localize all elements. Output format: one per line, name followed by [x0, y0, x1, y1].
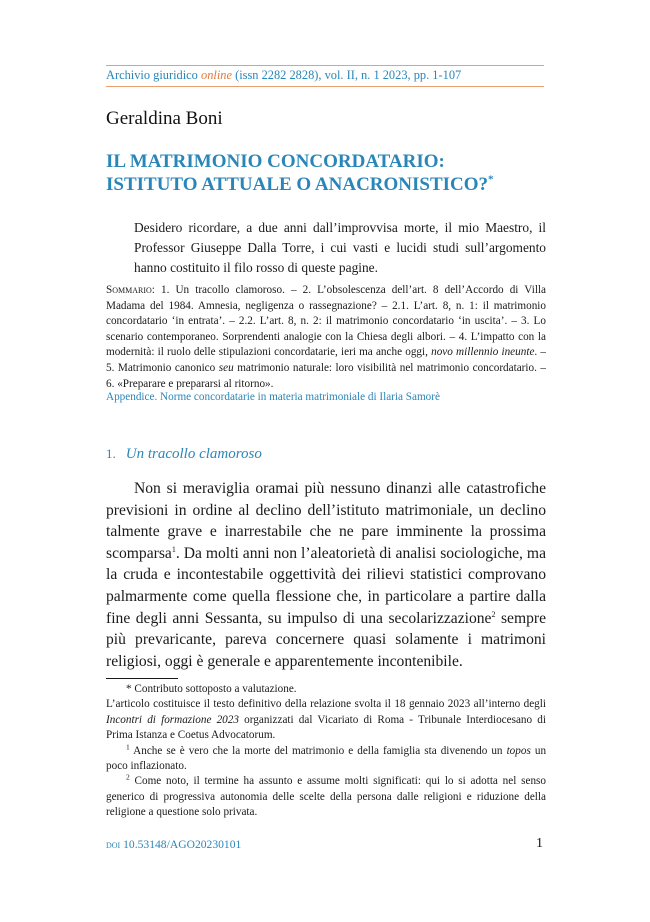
footnote-article-a: L’articolo costituisce il testo definitivo della relazione svolta il 18 gennaio 2023 all’interno degli [106, 698, 546, 711]
page-number: 1 [536, 836, 543, 851]
doi [106, 838, 241, 851]
article-title [106, 150, 546, 196]
summary [106, 283, 546, 392]
dedication: Desidero ricordare, a due anni dall’improvvisa morte, il mio Maestro, il Professor Giuseppe Dalla Torre, i cui vasti e lucidi studi sull’argomento hanno costituito il filo rosso di queste pagine. [134, 220, 546, 275]
body-paragraph [106, 478, 546, 672]
footnote-1-italic: topos [506, 744, 531, 757]
body-part-3: sempre più prevaricante, pareva concernere quasi solamente i matrimoni religiosi, oggi è generale e apparentemente incontenibile. [106, 609, 546, 670]
body-part-2: . Da molti anni non l’aleatorietà di analisi sociologiche, ma la cruda e incontestabile oggettività dei rilievi statistici comprovano palmarmente come quella flessione che, in particolare a partire dalla fine degli anni Sessanta, su impulso di una secolarizzazione [106, 544, 546, 627]
summary-text-b: . – 5. Matrimonio canonico [106, 346, 546, 374]
section-heading [106, 446, 262, 463]
footnote-2-number: 2 [126, 772, 130, 782]
footnote-star: * Contributo sottoposto a valutazione. [126, 683, 297, 695]
summary-italic-a: novo millennio ineunte [431, 346, 535, 359]
footnote-1-text-a: Anche se è vero che la morte del matrimonio e della famiglia sta divenendo un [133, 744, 503, 757]
section-number: 1. [106, 446, 116, 461]
doi-label: doi [106, 838, 121, 851]
footnote-article-b: organizzati dal Vicariato di Roma - Tribunale Interdiocesano di Prima Istanza e Coetus Advocatorum. [106, 713, 546, 742]
journal-header [106, 68, 461, 83]
section-title: Un tracollo clamoroso [125, 446, 262, 462]
footnote-article-note [106, 697, 546, 743]
summary-text-a: 1. Un tracollo clamoroso. – 2. L’obsolescenza dell’art. 8 dell’Accordo di Villa Madama del 1984. Amnesia, negligenza o rassegnazione? – 2.1. L’art. 8, n. 1: il matrimonio concordatario ‘in entrata’. – 2.2. L’art. 8, n. 2: il matrimonio concordatario ‘in uscita’. – 3. Lo scenario contemporaneo. Sorprendenti analogie con la Chiesa degli albori. – 4. L’impatto con la modernità: il ruolo delle stipulazioni concordatarie, ieri ma anche oggi, [106, 284, 547, 359]
footnote-1-number: 1 [126, 741, 130, 751]
footnotes [106, 682, 546, 821]
summary-appendix-link[interactable]: Appendice. Norme concordatarie in materia matrimoniale di Ilaria Samorè [106, 391, 440, 403]
summary-label: Sommario: [106, 284, 155, 296]
title-line-1: IL MATRIMONIO CONCORDATARIO: [106, 151, 445, 172]
doi-value[interactable]: 10.53148/AGO20230101 [123, 838, 242, 851]
footnote-article-italic: Incontri di formazione 2023 [106, 713, 239, 726]
footnote-ref-1[interactable]: 1 [171, 544, 176, 554]
footnote-1 [106, 741, 547, 775]
journal-online: online [201, 68, 232, 82]
summary-text-c: matrimonio naturale: loro visibilità nel matrimonio concordatario. – 6. «Preparare e prepararsi al ritorno». [106, 361, 547, 390]
title-line-2: ISTITUTO ATTUALE O ANACRONISTICO? [106, 174, 489, 195]
footnote-ref-2[interactable]: 2 [491, 609, 496, 619]
header-bottom-rule [106, 86, 544, 87]
footnote-separator [106, 678, 178, 679]
header-top-rule [106, 65, 544, 66]
footnote-1-text-b: un poco inflazionato. [106, 744, 547, 773]
journal-details: (issn 2282 2828), vol. II, n. 1 2023, pp. 1-107 [235, 68, 462, 82]
author-name: Geraldina Boni [106, 108, 223, 129]
summary-italic-b: seu [218, 361, 234, 374]
footnote-2-text: Come noto, il termine ha assunto e assume molti significati: qui lo si adotta nel senso generico di progressiva autonomia delle scelte della persona dalle religioni e riduzione della religione a questione solo privata. [106, 775, 547, 819]
journal-name: Archivio giuridico [106, 68, 198, 82]
body-part-1: Non si meraviglia oramai più nessuno dinanzi alle catastrofiche previsioni in ordine al declino dell’istituto matrimoniale, un declino talmente grave e inarrestabile che ne pare imminente la prossima scomparsa [106, 480, 546, 562]
title-footnote-mark: * [488, 173, 494, 186]
footnote-2 [106, 774, 546, 820]
